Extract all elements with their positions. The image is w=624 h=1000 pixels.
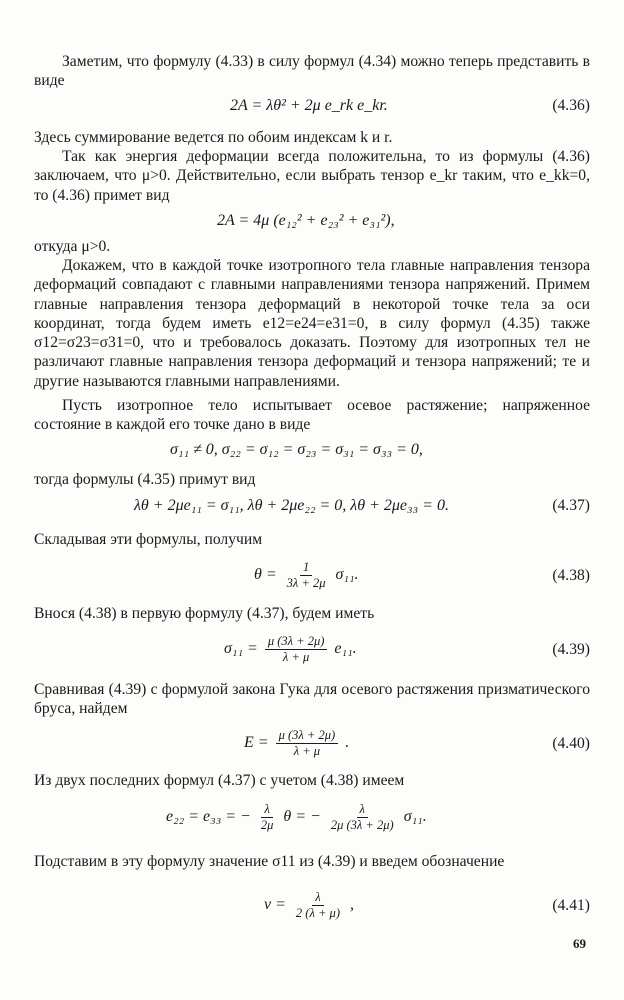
paragraph-6: Пусть изотропное тело испытывает осевое растяжение; напряженное состояние в каждой его точке дано в виде [34, 397, 590, 434]
equation-e22 [34, 800, 590, 840]
equation-4-39 [34, 632, 590, 672]
equation-rhs: . [345, 734, 350, 752]
paragraph-10: Сравнивая (4.39) с формулой закона Гука для осевого растяжения призматического бруса, найдем [34, 681, 590, 718]
fraction-denominator: 2μ [260, 818, 274, 832]
equation-number: (4.39) [552, 641, 590, 658]
paragraph-1: Заметим, что формулу (4.33) в силу формул (4.34) можно теперь представить в виде [34, 53, 590, 90]
equation-number: (4.36) [552, 97, 590, 114]
fraction-denominator: λ + μ [282, 650, 310, 664]
equation-middle: θ = − [283, 808, 321, 826]
equation-rhs: σ₁₁. [403, 808, 427, 826]
paragraph-9: Внося (4.38) в первую формулу (4.37), будем иметь [34, 605, 375, 622]
equation-lhs: σ₁₁ = [224, 640, 258, 658]
equation-rhs: , [349, 896, 354, 914]
fraction-numerator: λ [357, 802, 368, 818]
equation-4-37 [34, 497, 590, 527]
fraction-denominator: λ + μ [293, 744, 321, 758]
paragraph-7: тогда формулы (4.35) примут вид [34, 471, 256, 488]
equation-4-41 [34, 888, 590, 928]
equation-number: (4.37) [552, 497, 590, 514]
paragraph-5: Докажем, что в каждой точке изотропного тела главные направления тензора деформаций совпадают с главными направлениями тензора напряжений. Примем главные направления тензора деформаций в некоторой точке тела за оси координат, тогда будем иметь e12=e24=e31=0, в силу формул (4.35) также σ12=σ23=σ31=0, что и требовалось доказать. Поэтому для изотропных тел не различают главные направления тензора деформаций и тензора напряжений; те и другие называются главными направлениями. [34, 257, 590, 390]
fraction-numerator: μ (3λ + 2μ) [276, 728, 339, 744]
fraction [265, 634, 328, 665]
equation-lhs: E = [244, 734, 269, 752]
fraction-numerator: 1 [300, 560, 312, 576]
equation-body: λθ + 2μe₁₁ = σ₁₁, λθ + 2μe₂₂ = 0, λθ + 2μe₃₃ = 0. [134, 497, 449, 514]
equation-body: 2A = 4μ (e₁₂² + e₂₃² + e₃₁²), [217, 212, 395, 229]
equation-body: σ₁₁ ≠ 0, σ₂₂ = σ₁₂ = σ₂₃ = σ₃₁ = σ₃₃ = 0, [170, 441, 423, 458]
equation-lhs: ν = [264, 896, 286, 914]
fraction-denominator: 2 (λ + μ) [295, 906, 340, 920]
paragraph-12: Подставим в эту формулу значение σ11 из (4.39) и введем обозначение [34, 853, 505, 870]
paragraph-11: Из двух последних формул (4.37) с учетом (4.38) имеем [34, 772, 405, 789]
equation-number: (4.41) [552, 897, 590, 914]
paragraph-2: Здесь суммирование ведется по обоим индексам k и r. [34, 129, 393, 146]
equation-4-38 [34, 558, 590, 598]
fraction [276, 728, 339, 759]
paragraph-8: Складывая эти формулы, получим [34, 531, 263, 548]
equation-lhs: e₂₂ = e₃₃ = − [166, 808, 251, 826]
equation-lhs: θ = [254, 566, 277, 584]
page-number: 69 [573, 936, 586, 951]
paragraph-3: Так как энергия деформации всегда положительна, то из формулы (4.36) заключаем, что μ>0. Действительно, если выбрать тензор e_kr таким, что e_kk=0, то (4.36) примет вид [34, 148, 590, 204]
equation-number: (4.38) [552, 567, 590, 584]
fraction-numerator: λ [312, 890, 323, 906]
equation-stress-state [34, 441, 590, 471]
equation-number: (4.40) [552, 735, 590, 752]
fraction [328, 802, 397, 833]
equation-4-40 [34, 726, 590, 766]
fraction-denominator: 3λ + 2μ [286, 576, 326, 590]
fraction-numerator: λ [261, 802, 272, 818]
fraction [258, 802, 277, 833]
fraction-denominator: 2μ (3λ + 2μ) [330, 818, 394, 832]
fraction [284, 560, 329, 591]
equation-4-36 [34, 97, 590, 127]
paragraph-4: откуда μ>0. [34, 238, 111, 255]
equation-rhs: e₁₁. [334, 640, 357, 658]
equation-rhs: σ₁₁. [335, 566, 359, 584]
fraction-numerator: μ (3λ + 2μ) [265, 634, 328, 650]
fraction [293, 890, 343, 921]
equation-body: 2A = λθ² + 2μ e_rk e_kr. [230, 97, 388, 114]
